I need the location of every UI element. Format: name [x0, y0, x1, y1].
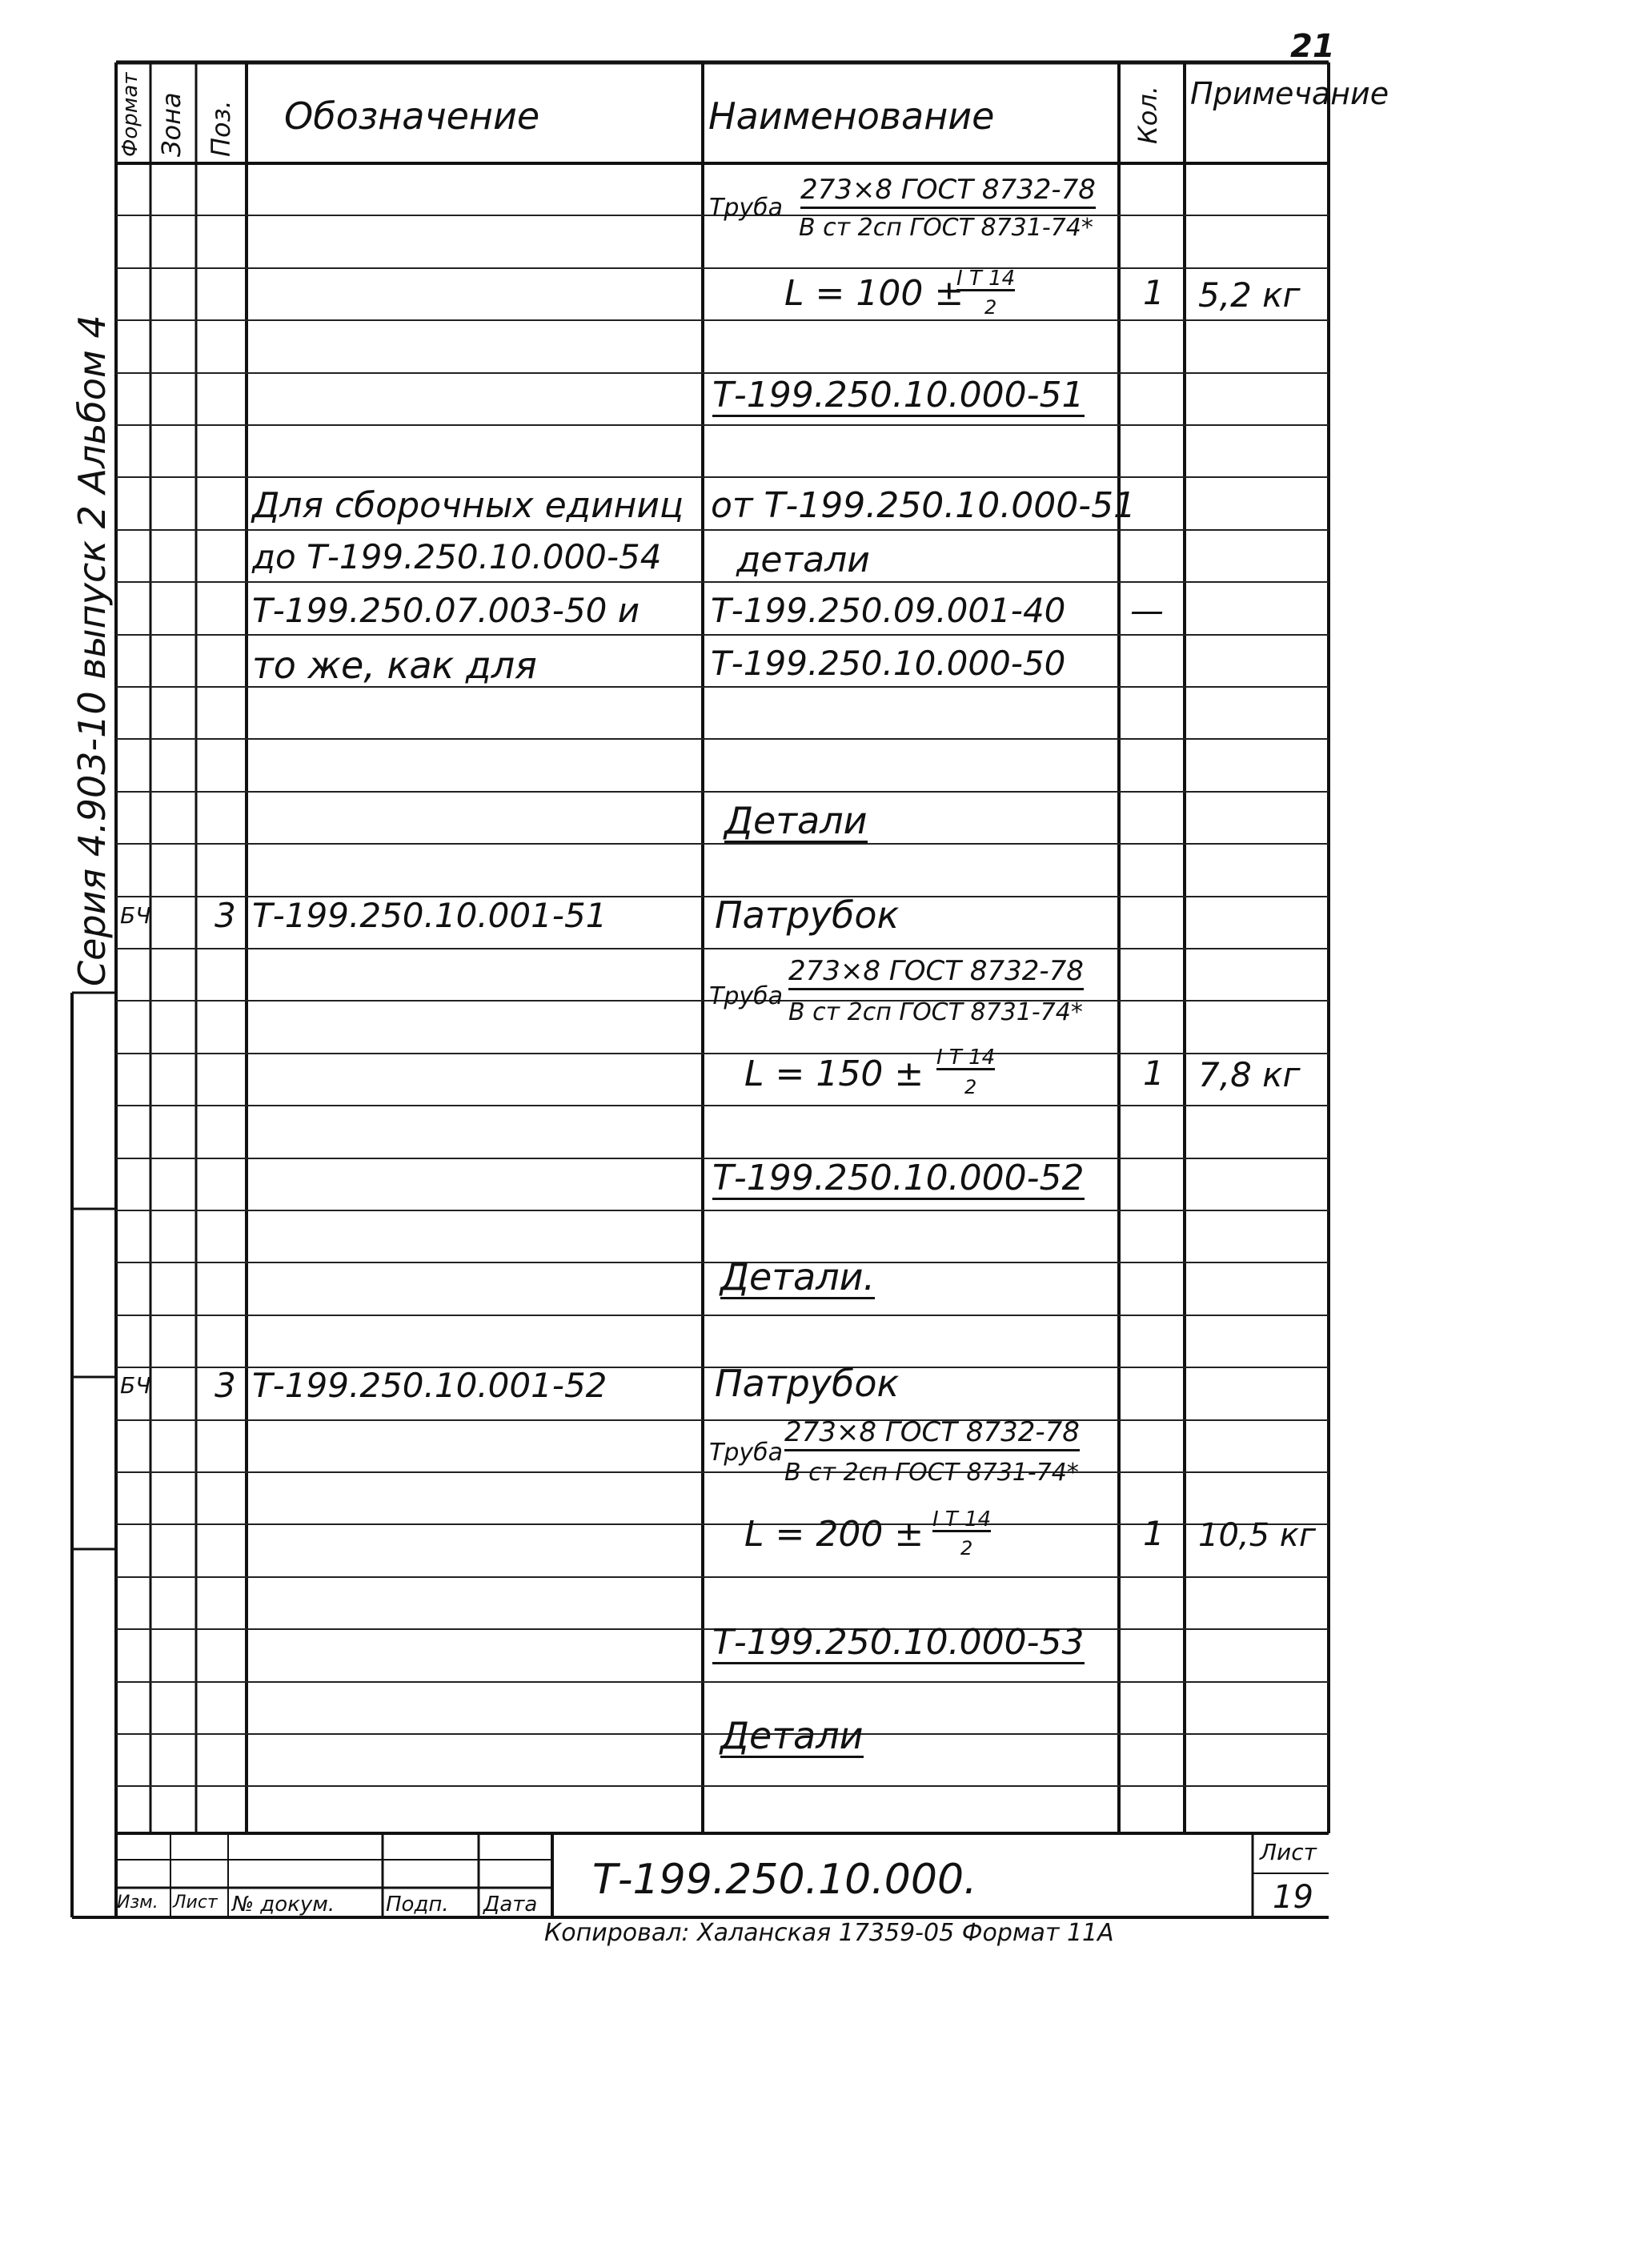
section2-pos: 3 [215, 1366, 236, 1405]
tol-num-3: I T 14 [932, 1507, 992, 1531]
section1-designation: Т-199.250.10.001-51 [252, 896, 607, 935]
next-assembly-2: Т-199.250.10.000-52 [712, 1158, 1085, 1198]
note-line4-right: Т-199.250.10.000-50 [711, 644, 1066, 683]
note-line1-left: Для сборочных единиц [252, 485, 684, 526]
header-zone: Зона [156, 92, 186, 157]
mass-2: 7,8 кг [1198, 1055, 1301, 1094]
mass-1: 5,2 кг [1198, 275, 1301, 315]
title-block-col-doc: № докум. [232, 1893, 335, 1917]
section2-title: Детали. [720, 1255, 876, 1299]
pipe-top-3: 273×8 ГОСТ 8732-78 [784, 1419, 1080, 1451]
title-block-col-sign: Подп. [386, 1893, 449, 1917]
tol-den-3: 2 [960, 1537, 973, 1560]
header-note: Примечание [1190, 76, 1389, 111]
side-stamp: Серия 4.903-10 выпуск 2 Альбом 4 [70, 315, 114, 986]
title-block-col-date: Дата [483, 1893, 538, 1917]
note-line3-right: Т-199.250.09.001-40 [711, 591, 1066, 630]
pipe-word-2: Труба [709, 982, 784, 1010]
note-line2-right: детали [736, 540, 870, 580]
tol-den-1: 2 [984, 296, 997, 319]
pipe-word-1: Труба [709, 194, 784, 222]
qty-3: 1 [1143, 1514, 1165, 1553]
note-line2-left: до Т-199.250.10.000-54 [252, 537, 662, 576]
title-block-sheet-number: 19 [1273, 1879, 1313, 1916]
title-block-designation: Т-199.250.10.000. [592, 1856, 977, 1904]
qty-2: 1 [1143, 1054, 1165, 1093]
note-line3-left: Т-199.250.07.003-50 и [252, 591, 640, 630]
pipe-bottom-1: В ст 2сп ГОСТ 8731-74* [799, 214, 1093, 242]
title-block-col-list: Лист [173, 1893, 218, 1913]
header-format: Формат [118, 72, 142, 157]
header-designation: Обозначение [284, 94, 540, 138]
section1-title: Детали [724, 799, 868, 842]
section2-format: БЧ [120, 1372, 151, 1399]
note-line3-qty: — [1130, 591, 1164, 630]
next-assembly-1: Т-199.250.10.000-51 [712, 375, 1085, 415]
section3-title: Детали [720, 1714, 864, 1757]
qty-1: 1 [1143, 273, 1165, 312]
pipe-bottom-2: В ст 2сп ГОСТ 8731-74* [788, 998, 1083, 1026]
corner-sheet-number: 21 [1290, 28, 1335, 65]
tol-num-1: I T 14 [956, 267, 1016, 291]
length-1: L = 100 ± [784, 273, 964, 314]
header-name: Наименование [708, 94, 995, 138]
section1-pos: 3 [215, 896, 236, 935]
note-line4-left: то же, как для [252, 644, 537, 687]
pipe-top-1: 273×8 ГОСТ 8732-78 [800, 176, 1096, 209]
note-line1-right: от Т-199.250.10.000-51 [711, 485, 1137, 526]
section1-name: Патрубок [715, 893, 900, 937]
next-assembly-3: Т-199.250.10.000-53 [712, 1622, 1085, 1663]
header-qty: Кол. [1133, 86, 1163, 144]
header-pos: Поз. [206, 100, 236, 157]
pipe-bottom-3: В ст 2сп ГОСТ 8731-74* [784, 1459, 1079, 1487]
length-2: L = 150 ± [744, 1054, 924, 1094]
section2-name: Патрубок [715, 1362, 900, 1405]
title-block-sheet-label: Лист [1260, 1839, 1317, 1865]
tol-den-2: 2 [964, 1076, 977, 1098]
section1-format: БЧ [120, 902, 151, 929]
footer-copy-note: Копировал: Халанская 17359-05 Формат 11А [544, 1919, 1114, 1947]
length-3: L = 200 ± [744, 1514, 924, 1555]
title-block-col-izm: Изм. [117, 1893, 158, 1913]
pipe-word-3: Труба [709, 1439, 784, 1467]
section2-designation: Т-199.250.10.001-52 [252, 1366, 607, 1405]
pipe-top-2: 273×8 ГОСТ 8732-78 [788, 957, 1084, 990]
mass-3: 10,5 кг [1198, 1517, 1316, 1554]
tol-num-2: I T 14 [936, 1046, 996, 1070]
